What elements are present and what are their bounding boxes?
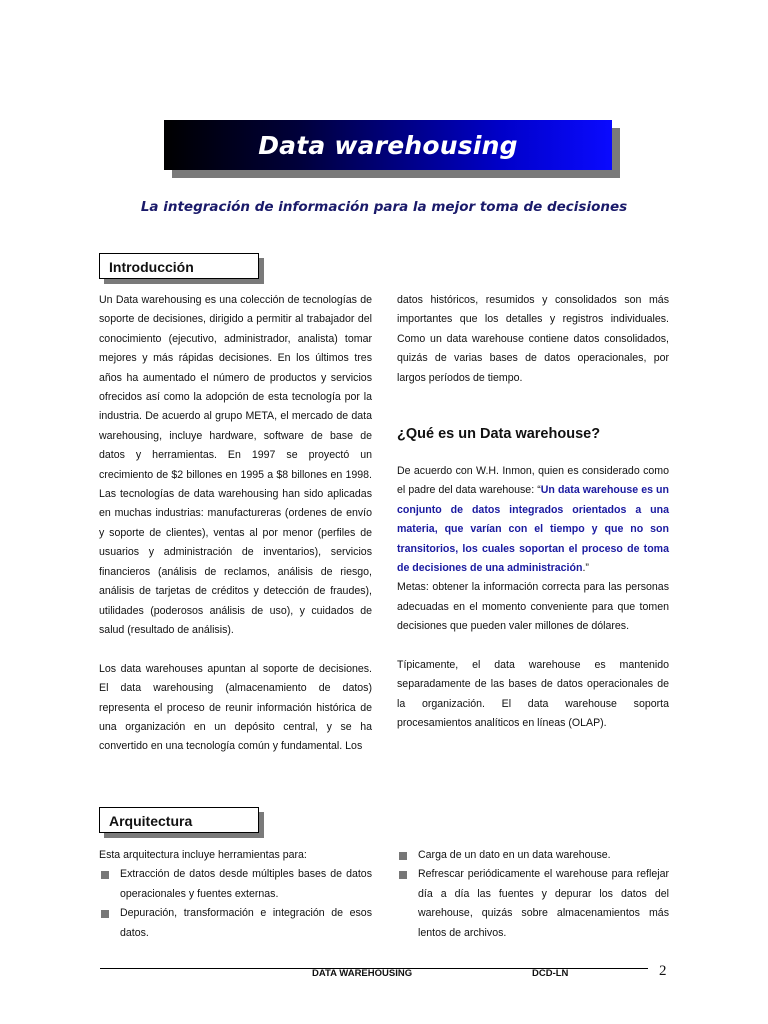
que-es-heading: ¿Qué es un Data warehouse? xyxy=(397,426,601,442)
intro-heading: Introducción xyxy=(109,259,194,275)
intro-paragraph-2: Los data warehouses apuntan al soporte de decisiones. El data warehousing (almacenamiento de datos) representa el proceso de reunir información histórica de una organización en un depósito central, y se ha convertido en una tecnología común y fundamental. Los xyxy=(99,662,372,753)
title-banner xyxy=(164,120,612,170)
arq-heading: Arquitectura xyxy=(109,813,193,829)
intro-right-column xyxy=(397,291,669,388)
arq-left-column xyxy=(99,846,372,943)
inmon-quote-end: .” xyxy=(582,562,589,575)
footer-title: DATA WAREHOUSING xyxy=(312,968,413,979)
tipicamente-paragraph: Típicamente, el data warehouse es mantenido separadamente de las bases de datos operacionales de la organización. El data warehouse soporta procesamientos analíticos en líneas (OLAP). xyxy=(397,659,669,730)
inmon-definition xyxy=(397,462,669,578)
arq-heading-box xyxy=(99,807,259,833)
inmon-lead: De acuerdo con W.H. Inmon, quien es considerado como el padre del data warehouse: “ xyxy=(397,465,669,497)
que-es-column xyxy=(397,462,669,734)
intro-paragraph-1: Un Data warehousing es una colección de tecnologías de soporte de decisiones, dirigido a permitir al trabajador del conocimiento (ejecutivo, administrador, analista) tomar mejores y más rápidas decisiones. En los últimos tres años ha aumentado el número de productos y servicios ofrecidos así como la adopción de esta tecnología por la industria. De acuerdo al grupo META, el mercado de data warehousing, incluye hardware, software de base de datos y herramientas. En 1997 se proyectó un crecimiento de $2 billones en 1995 a $8 billones en 1998. Las tecnologías de data warehousing han sido aplicadas en muchas industrias: manufactureras (ordenes de envío y soporte de clientes), ventas al por menor (perfiles de usuarios y administración de inventarios), servicios financieros (análisis de reclamos, análisis de riesgo, análisis de tarjetas de créditos y detección de fraudes), utilidades (poderosos análisis de uso), y cuidados de salud (resultado de análisis). xyxy=(99,294,372,636)
intro-paragraph-3: datos históricos, resumidos y consolidados son más importantes que los detalles y registros individuales. Como un data warehouse contiene datos consolidados, quizás de varias bases de datos operacionales, por largos períodos de tiempo. xyxy=(397,294,669,384)
square-bullet-icon xyxy=(399,852,407,860)
arq-right-list xyxy=(397,846,669,943)
footer-code: DCD-LN xyxy=(532,968,569,979)
list-item: Depuración, transformación e integración de esos datos. xyxy=(99,904,372,943)
square-bullet-icon xyxy=(101,871,109,879)
list-item: Carga de un dato en un data warehouse. xyxy=(397,846,669,865)
page-title: Data warehousing xyxy=(258,130,518,160)
inmon-quote: Un data warehouse es un conjunto de datos integrados orientados a una materia, que varían con el tiempo y que no son transitorios, los cuales soportan el proceso de toma de decisiones de una administración xyxy=(397,484,670,575)
metas-paragraph: Metas: obtener la información correcta para las personas adecuadas en el momento conveniente para que tomen decisiones que pueden valer millones de dólares. xyxy=(397,581,669,633)
square-bullet-icon xyxy=(101,910,109,918)
page-number: 2 xyxy=(659,963,667,979)
arq-left-list xyxy=(99,865,372,943)
page-subtitle: La integración de información para la mejor toma de decisiones xyxy=(140,199,628,215)
arq-right-column xyxy=(397,846,669,943)
intro-left-column xyxy=(99,291,372,757)
arq-lead: Esta arquitectura incluye herramientas para: xyxy=(99,849,307,861)
list-item: Refrescar periódicamente el warehouse para reflejar día a día las fuentes y depurar los datos del warehouse, quizás sobre almacenamientos más lentos de archivos. xyxy=(397,865,669,943)
square-bullet-icon xyxy=(399,871,407,879)
list-item: Extracción de datos desde múltiples bases de datos operacionales y fuentes externas. xyxy=(99,865,372,904)
intro-heading-box xyxy=(99,253,259,279)
